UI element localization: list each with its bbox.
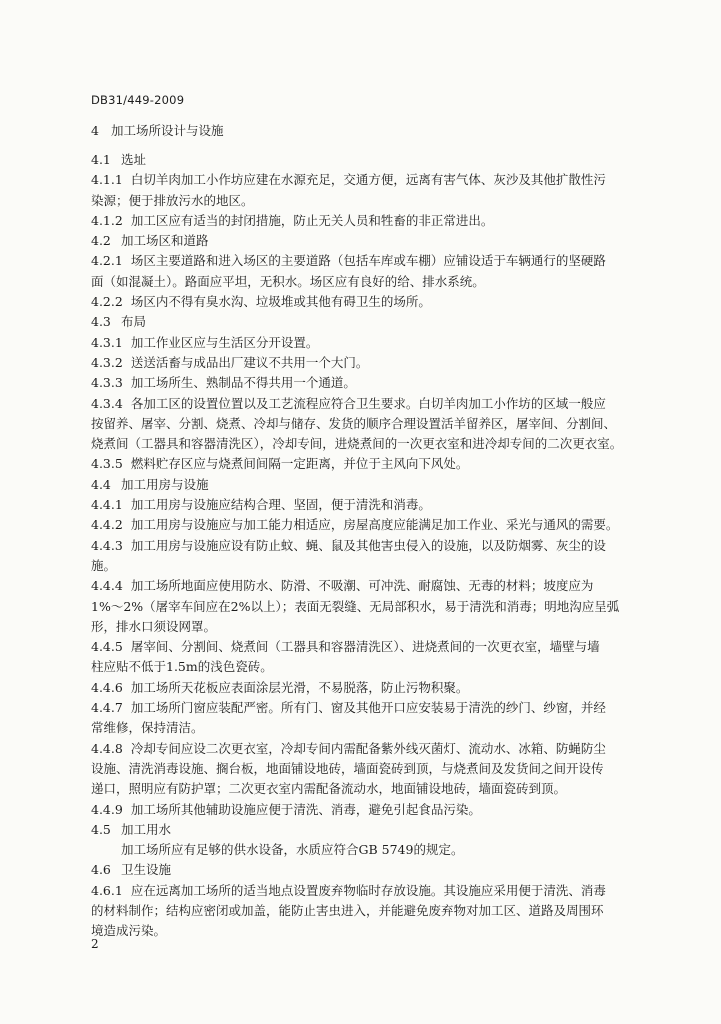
clause-number: 4.3.5 — [91, 456, 123, 472]
clause-text: 白切羊肉加工小作坊应建在水源充足，交通方便，远离有害气体、灰沙及其他扩散性污 — [130, 172, 606, 188]
clause-text: 加工用房与设施应与加工能力相适应，房屋高度应能满足加工作业、采光与通风的需要。 — [130, 517, 619, 533]
continuation-line: 境造成污染。 — [91, 923, 167, 939]
section-title: 加工场区和道路 — [121, 233, 209, 249]
clause-text: 加工场所其他辅助设施应便于清洗、消毒，避免引起食品污染。 — [130, 801, 481, 817]
clause-line — [91, 515, 661, 535]
section-title: 布局 — [121, 314, 147, 330]
clause-text: 送送活畜与成品出厂建议不共用一个大门。 — [130, 354, 369, 370]
clause-number: 4.4.4 — [91, 578, 123, 594]
section-heading — [91, 150, 661, 170]
continuation-line: 的材料制作；结构应密闭或加盖，能防止害虫进入，并能避免废弃物对加工区、道路及周围环 — [91, 902, 604, 918]
chapter-heading — [91, 121, 223, 139]
clause-line — [91, 211, 661, 231]
clause-text: 加工用房与设施应结构合理、坚固，便于清洗和消毒。 — [130, 497, 431, 513]
clause-line — [91, 251, 661, 271]
clause-line — [91, 698, 661, 718]
clause-number: 4.2.1 — [91, 253, 123, 269]
clause-line — [91, 170, 661, 190]
clause-number: 4.3.2 — [91, 354, 123, 370]
continuation-line: 按留养、屠宰、分割、烧煮、冷却与储存、发货的顺序合理设置活羊留养区，屠宰间、分割间、 — [91, 415, 617, 431]
clause-text: 屠宰间、分割间、烧煮间（工器具和容器清洗区）、进烧煮间的一次更衣室，墙壁与墙 — [130, 639, 600, 655]
clause-number: 4.4.2 — [91, 517, 123, 533]
clause-line — [91, 678, 661, 698]
clause-line — [91, 353, 661, 373]
clause-line — [91, 637, 661, 657]
clause-text: 加工场所生、熟制品不得共用一个通道。 — [130, 375, 356, 391]
section-heading — [91, 231, 661, 251]
section-number: 4.5 — [91, 821, 111, 837]
continuation-line: 烧煮间（工器具和容器清洗区），冷却专间，进烧煮间的一次更衣室和进冷却专间的二次更衣室。 — [91, 436, 623, 452]
continuation-line: 形，排水口须设网罩。 — [91, 618, 217, 634]
clause-number: 4.4.7 — [91, 700, 123, 716]
clause-line — [91, 881, 661, 901]
chapter-title: 加工场所设计与设施 — [110, 123, 224, 138]
continuation-line: 常维修，保持清洁。 — [91, 720, 204, 736]
continuation-line: 递口，照明应有防护罩；二次更衣室内需配备流动水，地面铺设地砖，墙面瓷砖到顶。 — [91, 781, 567, 797]
clause-number: 4.4.1 — [91, 497, 123, 513]
section-heading — [91, 475, 661, 495]
clause-number: 4.3.4 — [91, 395, 123, 411]
page-number: 2 — [91, 937, 99, 951]
clause-line — [91, 454, 661, 474]
section-heading — [91, 312, 661, 332]
clause-number: 4.1.2 — [91, 212, 123, 228]
continuation-line: 施。 — [91, 557, 117, 573]
clause-text: 场区主要道路和进入场区的主要道路（包括车库或车棚）应铺设适于车辆通行的坚硬路 — [130, 253, 606, 269]
clause-text: 场区内不得有臭水沟、垃圾堆或其他有碍卫生的场所。 — [130, 294, 431, 310]
continuation-line: 设施、清洗消毒设施、搁台板，地面铺设地砖，墙面瓷砖到顶，与烧煮间及发货间之间开设传 — [91, 760, 604, 776]
clause-line — [91, 394, 661, 414]
clause-text: 加工场所天花板应表面涂层光滑，不易脱落，防止污物积聚。 — [130, 679, 469, 695]
clause-line — [91, 739, 661, 759]
clause-text: 加工场所门窗应装配严密。所有门、窗及其他开口应安装易于清洗的纱门、纱窗，并经 — [130, 700, 606, 716]
clause-line — [91, 576, 661, 596]
clause-number: 4.4.5 — [91, 639, 123, 655]
body-text — [91, 150, 661, 942]
clause-line — [91, 536, 661, 556]
section-number: 4.2 — [91, 233, 111, 249]
clause-text: 加工场所地面应使用防水、防滑、不吸潮、可冲洗、耐腐蚀、无毒的材料；坡度应为 — [130, 578, 594, 594]
clause-line — [91, 495, 661, 515]
clause-text: 燃料贮存区应与烧煮间间隔一定距离，并位于主风向下风处。 — [130, 456, 469, 472]
clause-text: 加工用房与设施应设有防止蚊、蝇、鼠及其他害虫侵入的设施，以及防烟雾、灰尘的设 — [130, 537, 606, 553]
clause-text: 应在远离加工场所的适当地点设置废弃物临时存放设施。其设施应采用便于清洗、消毒 — [130, 882, 606, 898]
continuation-line: 染源；便于排放污水的地区。 — [91, 192, 254, 208]
section-title: 选址 — [121, 152, 147, 167]
clause-text: 加工区应有适当的封闭措施，防止无关人员和牲畜的非正常进出。 — [130, 212, 494, 228]
clause-text: 冷却专间应设二次更衣室，冷却专间内需配备紫外线灭菌灯、流动水、冰箱、防蝇防尘 — [130, 740, 606, 756]
clause-number: 4.4.3 — [91, 537, 123, 553]
section-title: 加工用房与设施 — [121, 476, 209, 492]
standard-code: DB31/449-2009 — [91, 93, 185, 107]
section-number: 4.4 — [91, 476, 111, 492]
clause-number: 4.6.1 — [91, 882, 123, 898]
clause-number: 4.2.2 — [91, 294, 123, 310]
clause-line — [91, 800, 661, 820]
paragraph-line: 加工场所应有足够的供水设备，水质应符合GB 5749的规定。 — [121, 842, 464, 858]
clause-text: 加工作业区应与生活区分开设置。 — [130, 334, 319, 350]
section-heading — [91, 820, 661, 840]
clause-number: 4.4.9 — [91, 801, 123, 817]
clause-number: 4.4.6 — [91, 679, 123, 695]
clause-number: 4.1.1 — [91, 172, 123, 188]
continuation-line: 面（如混凝土）。路面应平坦，无积水。场区应有良好的给、排水系统。 — [91, 273, 485, 289]
continuation-line: 1%～2%（屠宰车间应在2%以上）；表面无裂缝、无局部积水，易于清洗和消毒；明地沟应呈弧 — [91, 598, 620, 614]
clause-number: 4.3.3 — [91, 375, 123, 391]
chapter-number: 4 — [91, 123, 99, 138]
clause-line — [91, 333, 661, 353]
clause-line — [91, 292, 661, 312]
section-title: 卫生设施 — [121, 862, 172, 878]
clause-number: 4.4.8 — [91, 740, 123, 756]
section-number: 4.1 — [91, 152, 111, 167]
clause-line — [91, 373, 661, 393]
section-number: 4.6 — [91, 862, 111, 878]
continuation-line: 柱应贴不低于1.5m的浅色瓷砖。 — [91, 659, 273, 675]
section-number: 4.3 — [91, 314, 111, 330]
section-heading — [91, 860, 661, 880]
clause-number: 4.3.1 — [91, 334, 123, 350]
section-title: 加工用水 — [121, 821, 172, 837]
clause-text: 各加工区的设置位置以及工艺流程应符合卫生要求。白切羊肉加工小作坊的区域一般应 — [130, 395, 606, 411]
